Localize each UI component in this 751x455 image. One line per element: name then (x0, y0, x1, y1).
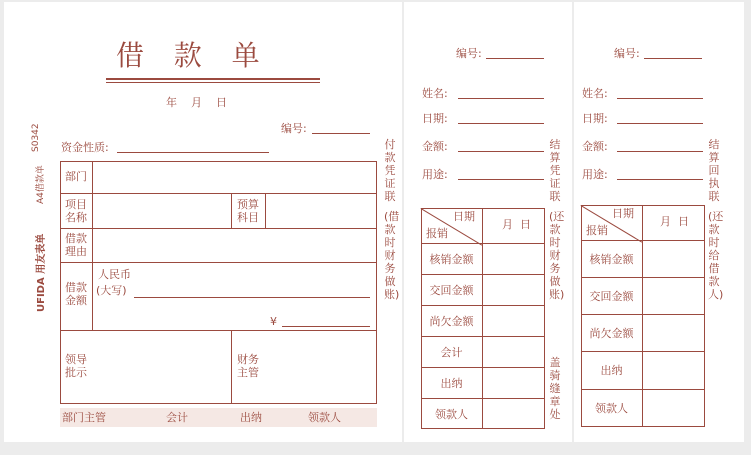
stub1-serial-label: 编号: (456, 47, 482, 60)
rmb-underline (134, 297, 370, 298)
footer-receiver: 领款人 (308, 411, 341, 424)
stub2-hdr-date: 日期 (612, 207, 634, 220)
rmb-label: 人民币 (98, 268, 131, 281)
stub1-hdr-date: 日期 (453, 210, 475, 223)
date-label: 年 月 日 (166, 96, 227, 109)
stub3-side-mid: (还款时给借款人) (708, 210, 724, 301)
stub2-hdr-reimb: 报销 (586, 224, 608, 237)
stub2-side-top: 结算凭证联 (549, 138, 561, 203)
stub2-row-cashier: 出纳 (600, 364, 623, 377)
item-name-label: 项目名称 (65, 198, 87, 224)
yen-underline (282, 326, 370, 327)
stub1-row-writeoff: 核销金额 (429, 252, 474, 266)
footer-dept-head: 部门主管 (62, 411, 106, 424)
stub1-side-top: 付款凭证联 (384, 138, 396, 203)
leader-label: 领导批示 (65, 353, 87, 379)
stub2-row-writeoff: 核销金额 (589, 252, 634, 266)
stub1-name: 姓名: (422, 87, 448, 100)
budget-subject-label: 预算科目 (237, 198, 259, 224)
side-format: A4借款单 (36, 165, 46, 204)
stub1-seal: 盖骑缝章处 (549, 356, 561, 421)
reason-label: 借款理由 (65, 232, 87, 258)
stub2-serial-label: 编号: (614, 47, 640, 60)
loan-table (60, 161, 377, 404)
stub2-row-returned: 交回金额 (589, 289, 634, 303)
stub2-name: 姓名: (582, 87, 608, 100)
footer-cashier: 出纳 (240, 411, 262, 424)
stub2-row-owed: 尚欠金额 (589, 326, 634, 340)
stub2-side-mid: (还款时财务做账) (549, 210, 565, 301)
side-code: S0342 (31, 123, 41, 152)
stub1-hdr-md: 月 日 (502, 218, 531, 231)
rmb-upper-label: (大写) (96, 284, 127, 297)
stub1-row-receiver: 领款人 (435, 407, 468, 421)
footer-accountant: 会计 (166, 411, 188, 424)
stub3-side-top: 结算回执联 (708, 138, 720, 203)
stub2-date: 日期: (582, 112, 608, 125)
yen-label: ¥ (270, 315, 277, 328)
stub2-hdr-md: 月 日 (660, 215, 689, 228)
stub1-row-owed: 尚欠金额 (429, 314, 474, 328)
title-underline-1 (106, 78, 320, 80)
side-brand: UFIDA 用友表单 (36, 233, 47, 312)
dept-label: 部门 (65, 170, 87, 183)
stub1-row-returned: 交回金额 (429, 283, 474, 297)
fund-nature-underline (117, 152, 269, 153)
stub1-side-mid: (借款时财务做账) (384, 210, 400, 301)
stub1-amount: 金额: (422, 140, 448, 153)
stub2-purpose: 用途: (582, 168, 608, 181)
stub1-hdr-reimb: 报销 (426, 227, 448, 240)
stub2-row-receiver: 领款人 (595, 402, 628, 415)
serial-label: 编号: (281, 122, 307, 135)
stub1-row-accountant: 会计 (440, 345, 463, 359)
serial-underline (312, 133, 370, 134)
finance-label: 财务主管 (237, 353, 259, 379)
form-title: 借 款 单 (116, 39, 264, 72)
amount-label: 借款金额 (65, 281, 87, 307)
stub2-amount: 金额: (582, 140, 608, 153)
stub1-purpose: 用途: (422, 168, 448, 181)
fund-nature-label: 资金性质: (61, 141, 109, 154)
stub1-date: 日期: (422, 112, 448, 125)
title-underline-2 (106, 82, 320, 83)
stub1-row-cashier: 出纳 (440, 376, 463, 390)
